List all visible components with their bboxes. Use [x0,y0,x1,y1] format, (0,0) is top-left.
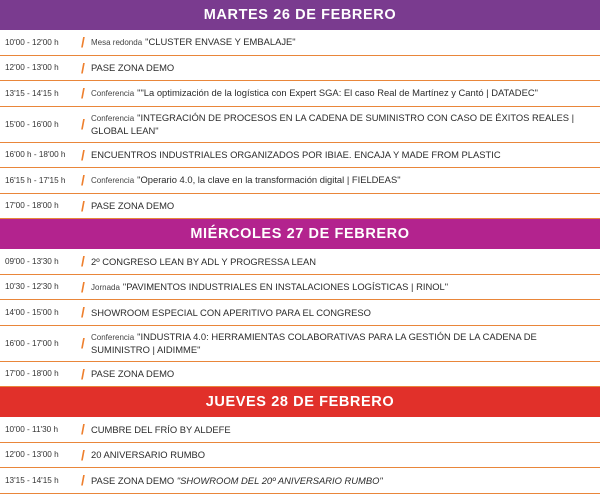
schedule-row [0,107,600,143]
time-label: 10'30 - 12'30 h [5,282,59,292]
event-content [91,62,600,74]
event-type: Conferencia [91,333,135,342]
slash-divider-icon: / [81,365,85,382]
event-type: Conferencia [91,176,135,185]
event-title: 20 ANIVERSARIO RUMBO [91,449,206,460]
time-label: 16'00 h - 18'00 h [5,150,66,160]
time-label: 12'00 - 13'00 h [5,450,59,460]
schedule-row [0,249,600,275]
slash-divider-icon: / [81,304,85,321]
slash-divider-icon: / [81,335,85,351]
schedule-row [0,143,600,169]
event-type: Conferencia [91,89,135,98]
event-title: 2º CONGRESO LEAN BY ADL Y PROGRESSA LEAN [91,255,317,267]
day-header [0,219,600,249]
slash-divider-icon: / [81,278,85,295]
schedule-row [0,194,600,220]
slash-divider-icon: / [81,421,85,438]
event-title: ENCUENTROS INDUSTRIALES ORGANIZADOS POR IBIAE. ENCAJA Y MADE FROM PLASTIC [91,149,501,160]
slash-divider-icon: / [81,146,85,163]
event-content [91,36,600,49]
event-title: "PAVIMENTOS INDUSTRIALES EN INSTALACIONES LOGÍSTICAS | RINOL" [122,280,449,292]
time-label: 09'00 - 13'30 h [5,256,59,266]
event-content [91,174,600,187]
day-section-martes [0,0,600,219]
slash-divider-icon: / [81,59,85,76]
day-title: JUEVES 28 DE FEBRERO [205,394,395,410]
schedule-row [0,81,600,107]
slash-divider-icon: / [81,85,85,102]
event-title: PASE ZONA DEMO [91,368,175,379]
day-header [0,387,600,417]
time-label: 17'00 - 18'00 h [5,369,59,379]
event-title: PASE ZONA DEMO [91,200,175,211]
event-title: "CLUSTER ENVASE Y EMBALAJE" [145,36,296,47]
day-title: MARTES 26 DE FEBRERO [203,7,397,23]
event-title: "INDUSTRIA 4.0: HERRAMIENTAS COLABORATIVAS PARA LA GESTIÓN DE LA CADENA DE SUMINISTRO | AIDIMME" [91,331,537,355]
time-label: 10'00 - 12'00 h [5,37,59,47]
event-type: Conferencia [91,114,135,123]
event-title: SHOWROOM ESPECIAL CON APERITIVO PARA EL CONGRESO [91,306,371,318]
slash-divider-icon: / [81,253,85,270]
day-section-jueves [0,387,600,494]
time-label: 13'15 - 14'15 h [5,88,59,98]
time-label: 17'00 - 18'00 h [5,201,59,211]
event-content [91,87,600,100]
schedule-row [0,326,600,362]
schedule-row [0,275,600,301]
event-title: CUMBRE DEL FRÍO BY ALDEFE [91,423,231,435]
day-header [0,0,600,30]
time-label: 13'15 - 14'15 h [5,475,59,485]
schedule-row [0,168,600,194]
time-label: 12'00 - 13'00 h [5,63,59,73]
event-title-emphasis: "SHOWROOM DEL 20º ANIVERSARIO RUMBO" [176,474,383,486]
schedule-row [0,443,600,469]
schedule-row [0,362,600,388]
event-content [91,475,600,487]
event-content [91,424,600,436]
schedule-row [0,30,600,56]
event-title: PASE ZONA DEMO [91,62,175,73]
event-content [91,149,600,161]
slash-divider-icon: / [81,172,85,189]
event-title: PASE ZONA DEMO [91,474,177,486]
time-label: 10'00 - 11'30 h [5,424,59,434]
time-label: 16'00 - 17'00 h [5,338,59,348]
slash-divider-icon: / [81,34,85,51]
slash-divider-icon: / [81,116,85,132]
time-label: 14'00 - 15'00 h [5,307,59,317]
schedule-row [0,56,600,82]
event-content [91,449,600,461]
schedule-row [0,468,600,494]
event-title: "Operario 4.0, la clave en la transformación digital | FIELDEAS" [137,174,401,185]
event-content [91,281,600,294]
schedule-row [0,417,600,443]
event-type: Jornada [91,282,120,292]
day-section-miercoles [0,219,600,387]
day-title: MIÉRCOLES 27 DE FEBRERO [190,226,410,242]
time-label: 15'00 - 16'00 h [5,119,59,129]
slash-divider-icon: / [81,197,85,214]
event-content [91,307,600,319]
time-label: 16'15 h - 17'15 h [5,175,66,185]
event-type: Mesa redonda [91,38,143,47]
slash-divider-icon: / [81,446,85,463]
event-content [91,112,600,136]
schedule-row [0,300,600,326]
event-title: "INTEGRACIÓN DE PROCESOS EN LA CADENA DE SUMINISTRO CON CASO DE ÉXITOS REALES | GLOBAL LEAN" [91,112,575,136]
event-content [91,256,600,268]
event-content [91,368,600,380]
event-title: ""La optimización de la logística con Expert SGA: El caso Real de Martínez y Cantó | DATADEC" [137,87,538,98]
event-content [91,331,600,355]
event-content [91,200,600,212]
slash-divider-icon: / [81,472,85,489]
